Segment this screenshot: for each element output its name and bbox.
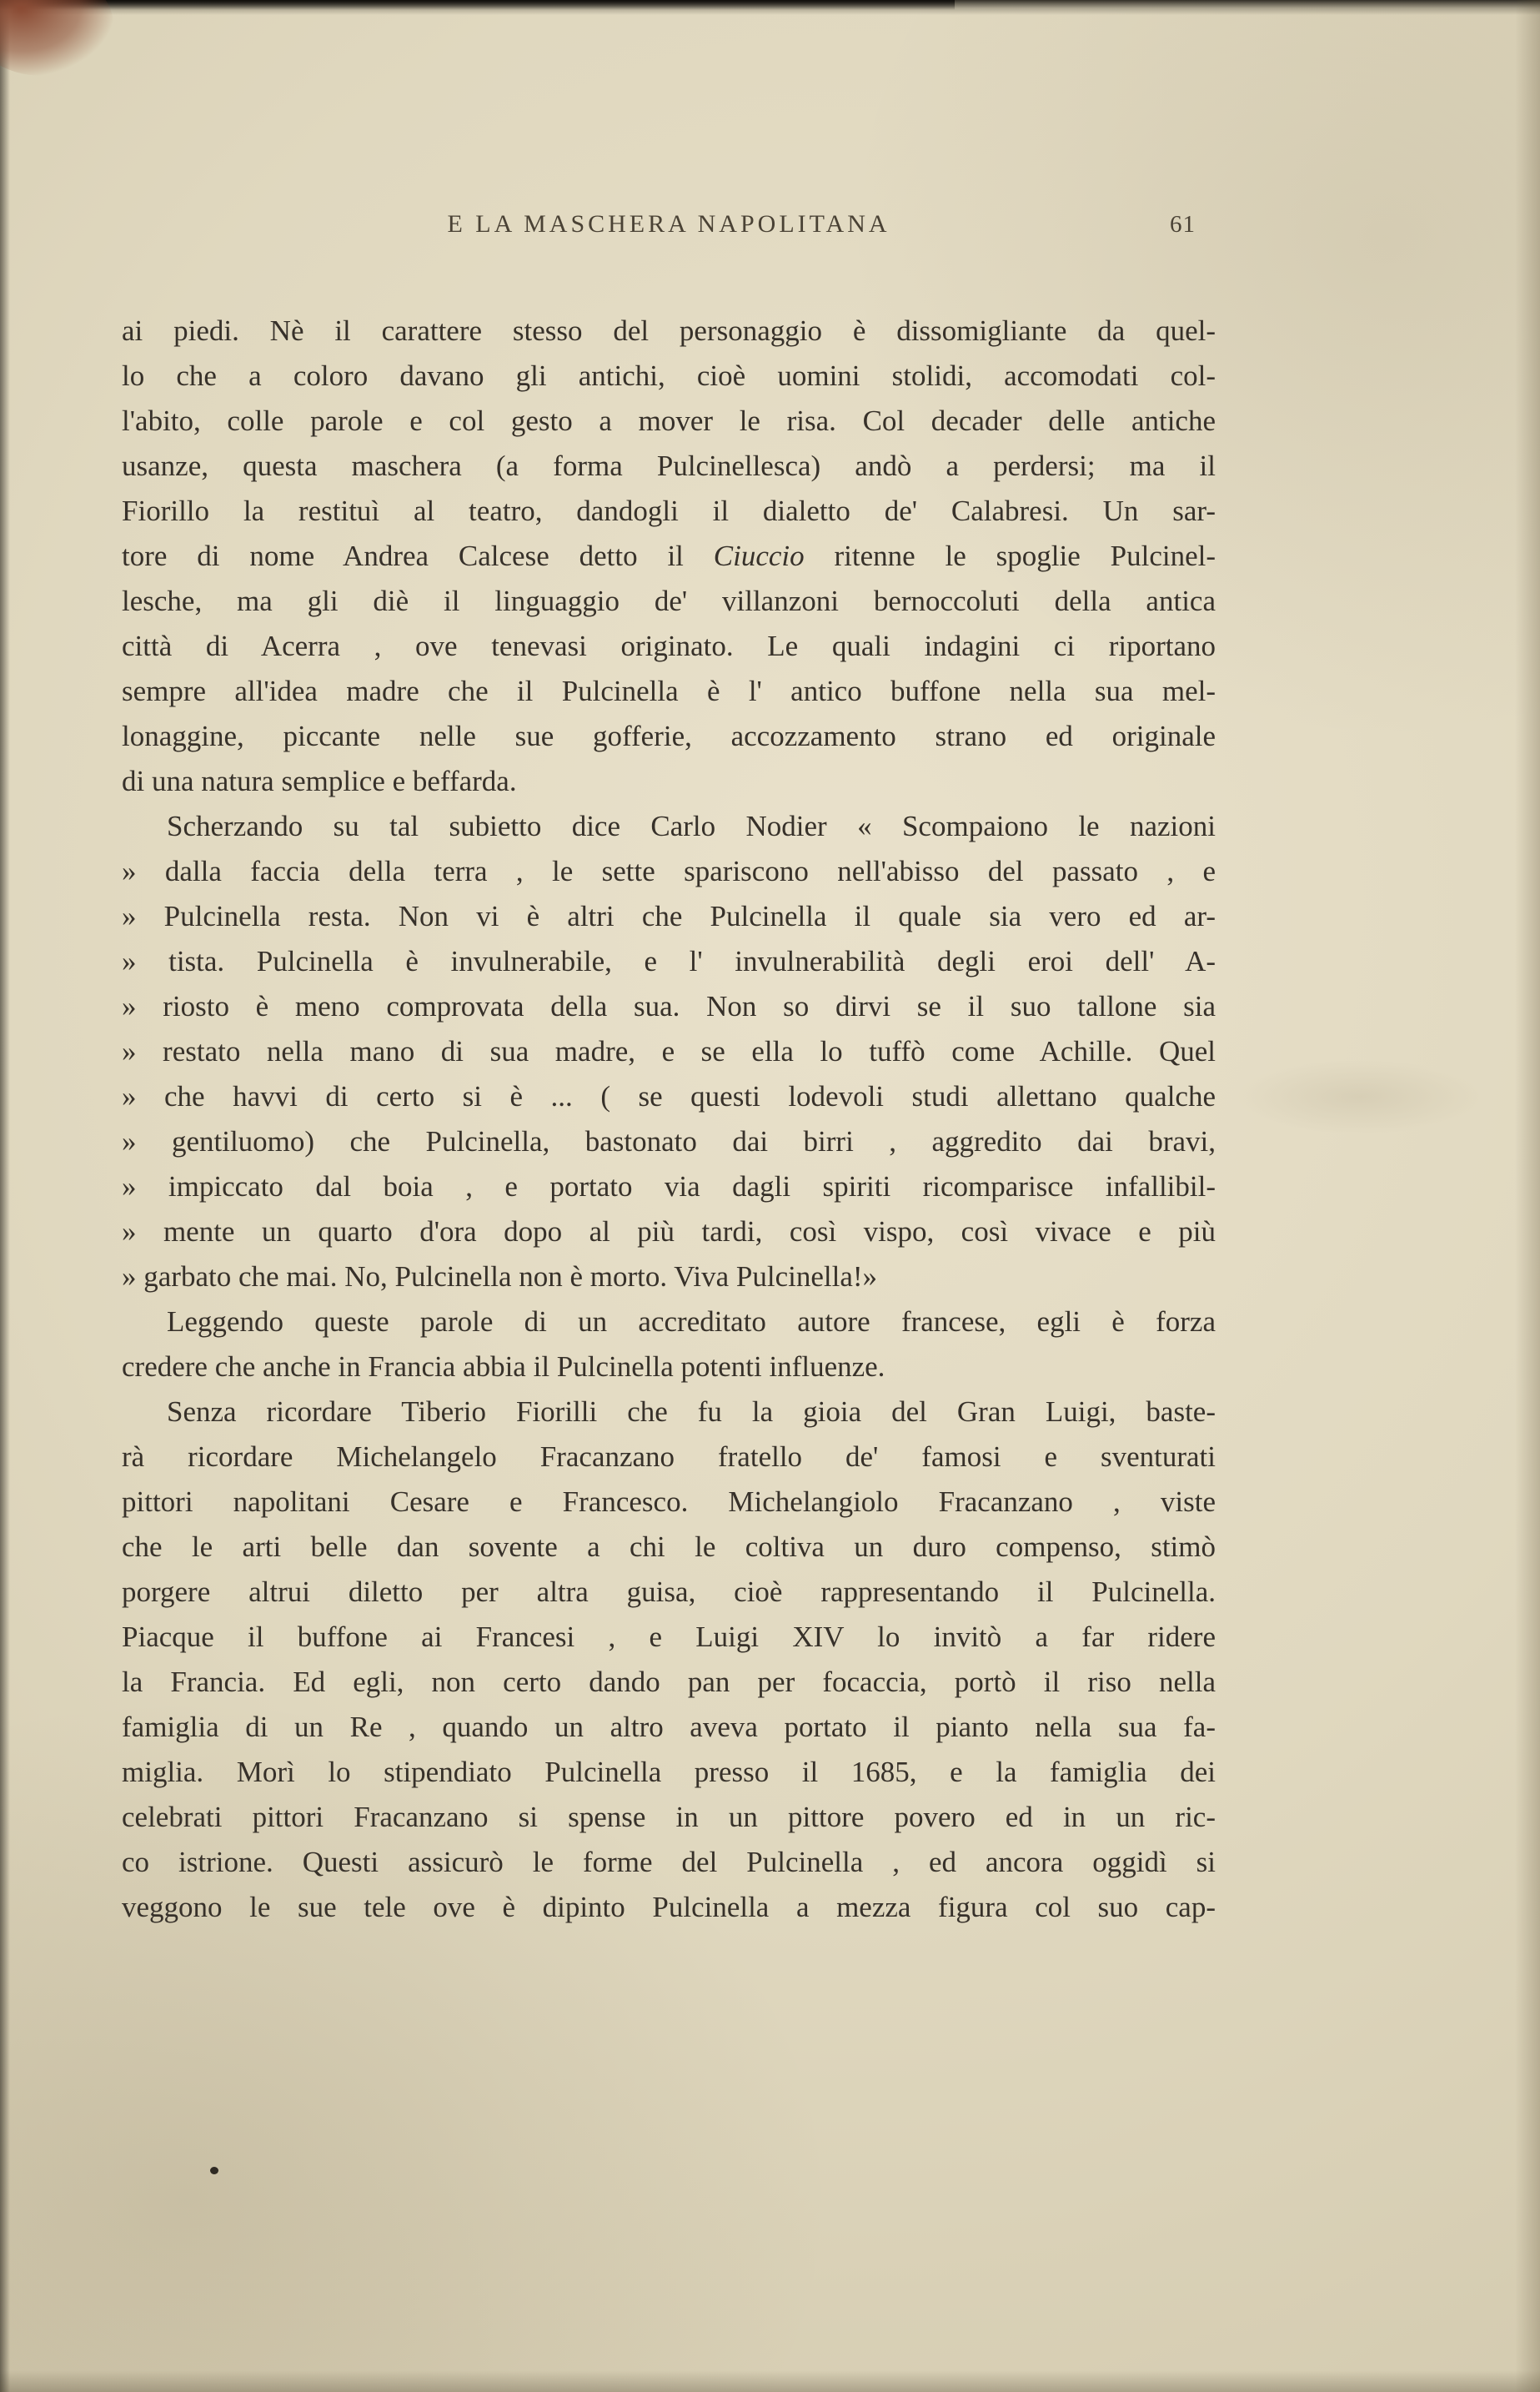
- text-line: Senza ricordare Tiberio Fiorilli che fu la gioia del Gran Luigi, baste-: [167, 1395, 1216, 1428]
- text-line: l'abito, colle parole e col gesto a mover le risa. Col decader delle antiche: [122, 405, 1216, 437]
- running-title: E LA MASCHERA NAPOLITANA: [447, 210, 890, 238]
- page-number: 61: [1170, 211, 1196, 238]
- paragraph: [122, 804, 1216, 1299]
- text-line: » gentiluomo) che Pulcinella, bastonato dai birri , aggredito dai bravi,: [122, 1125, 1216, 1158]
- text-line: città di Acerra , ove tenevasi originato. Le quali indagini ci riportano: [122, 630, 1216, 662]
- text-line: la Francia. Ed egli, non certo dando pan per focaccia, portò il riso nella: [122, 1666, 1216, 1698]
- paragraph: [122, 1389, 1216, 1930]
- text-line: Piacque il buffone ai Francesi , e Luigi XIV lo invitò a far ridere: [122, 1621, 1216, 1653]
- scan-edge-left: [0, 0, 10, 2392]
- text-line: Fiorillo la restituì al teatro, dandogli il dialetto de' Calabresi. Un sar-: [122, 495, 1216, 527]
- scan-edge-right: [1515, 0, 1540, 2392]
- text-line: lo che a coloro davano gli antichi, cioè uomini stolidi, accomodati col-: [122, 359, 1216, 392]
- text-line: » dalla faccia della terra , le sette spariscono nell'abisso del passato , e: [122, 855, 1216, 887]
- text-line: usanze, questa maschera (a forma Pulcinellesca) andò a perdersi; ma il: [122, 450, 1216, 482]
- text-line: ai piedi. Nè il carattere stesso del personaggio è dissomigliante da quel-: [122, 314, 1216, 347]
- text-line: lonaggine, piccante nelle sue gofferie, accozzamento strano ed originale: [122, 720, 1216, 752]
- paragraph: [122, 309, 1216, 804]
- text-line: che le arti belle dan sovente a chi le coltiva un duro compenso, stimò: [122, 1530, 1216, 1563]
- text-line: » che havvi di certo si è ... ( se questi lodevoli studi allettano qualche: [122, 1080, 1216, 1113]
- scan-edge-bottom: [0, 2370, 1540, 2392]
- text-line: miglia. Morì lo stipendiato Pulcinella presso il 1685, e la famiglia dei: [122, 1756, 1216, 1788]
- text-line: di una natura semplice e beffarda.: [122, 765, 517, 797]
- text-line: » tista. Pulcinella è invulnerabile, e l' invulnerabilità degli eroi dell' A-: [122, 945, 1216, 977]
- text-line: » Pulcinella resta. Non vi è altri che Pulcinella il quale sia vero ed ar-: [122, 900, 1216, 932]
- text-line: » mente un quarto d'ora dopo al più tardi, così vispo, così vivace e più: [122, 1215, 1216, 1248]
- text-line: porgere altrui diletto per altra guisa, cioè rappresentando il Pulcinella.: [122, 1575, 1216, 1608]
- text-block: [122, 309, 1216, 1930]
- text-line: rà ricordare Michelangelo Fracanzano fratello de' famosi e sventurati: [122, 1440, 1216, 1473]
- text-line: tore di nome Andrea Calcese detto il Ciuccio ritenne le spoglie Pulcinel-: [122, 540, 1216, 572]
- binding-corner-mark: [0, 0, 113, 76]
- text-line: Scherzando su tal subietto dice Carlo Nodier « Scompaiono le nazioni: [167, 810, 1216, 842]
- text-line: pittori napolitani Cesare e Francesco. Michelangiolo Fracanzano , viste: [122, 1485, 1216, 1518]
- text-line: celebrati pittori Fracanzano si spense in un pittore povero ed in un ric-: [122, 1801, 1216, 1833]
- text-line: famiglia di un Re , quando un altro aveva portato il pianto nella sua fa-: [122, 1711, 1216, 1743]
- paper-stain: [1234, 1059, 1484, 1134]
- text-line: » riosto è meno comprovata della sua. Non so dirvi se il suo tallone sia: [122, 990, 1216, 1023]
- text-line: credere che anche in Francia abbia il Pulcinella potenti influenze.: [122, 1350, 885, 1383]
- text-line: sempre all'idea madre che il Pulcinella è l' antico buffone nella sua mel-: [122, 675, 1216, 707]
- text-line: veggono le sue tele ove è dipinto Pulcinella a mezza figura col suo cap-: [122, 1891, 1216, 1923]
- page-header: [122, 210, 1216, 239]
- ink-dot: [210, 2167, 218, 2174]
- text-line: » impiccato dal boia , e portato via dagli spiriti ricomparisce infallibil-: [122, 1170, 1216, 1203]
- text-line: Leggendo queste parole di un accreditato autore francese, egli è forza: [167, 1305, 1216, 1338]
- text-line: lesche, ma gli diè il linguaggio de' villanzoni bernoccoluti della antica: [122, 585, 1216, 617]
- scan-edge-top-left: [0, 0, 955, 10]
- paragraph: [122, 1299, 1216, 1389]
- text-line: » restato nella mano di sua madre, e se ella lo tuffò come Achille. Quel: [122, 1035, 1216, 1068]
- text-line: » garbato che mai. No, Pulcinella non è morto. Viva Pulcinella!»: [122, 1260, 878, 1293]
- text-line: co istrione. Questi assicurò le forme del Pulcinella , ed ancora oggidì si: [122, 1846, 1216, 1878]
